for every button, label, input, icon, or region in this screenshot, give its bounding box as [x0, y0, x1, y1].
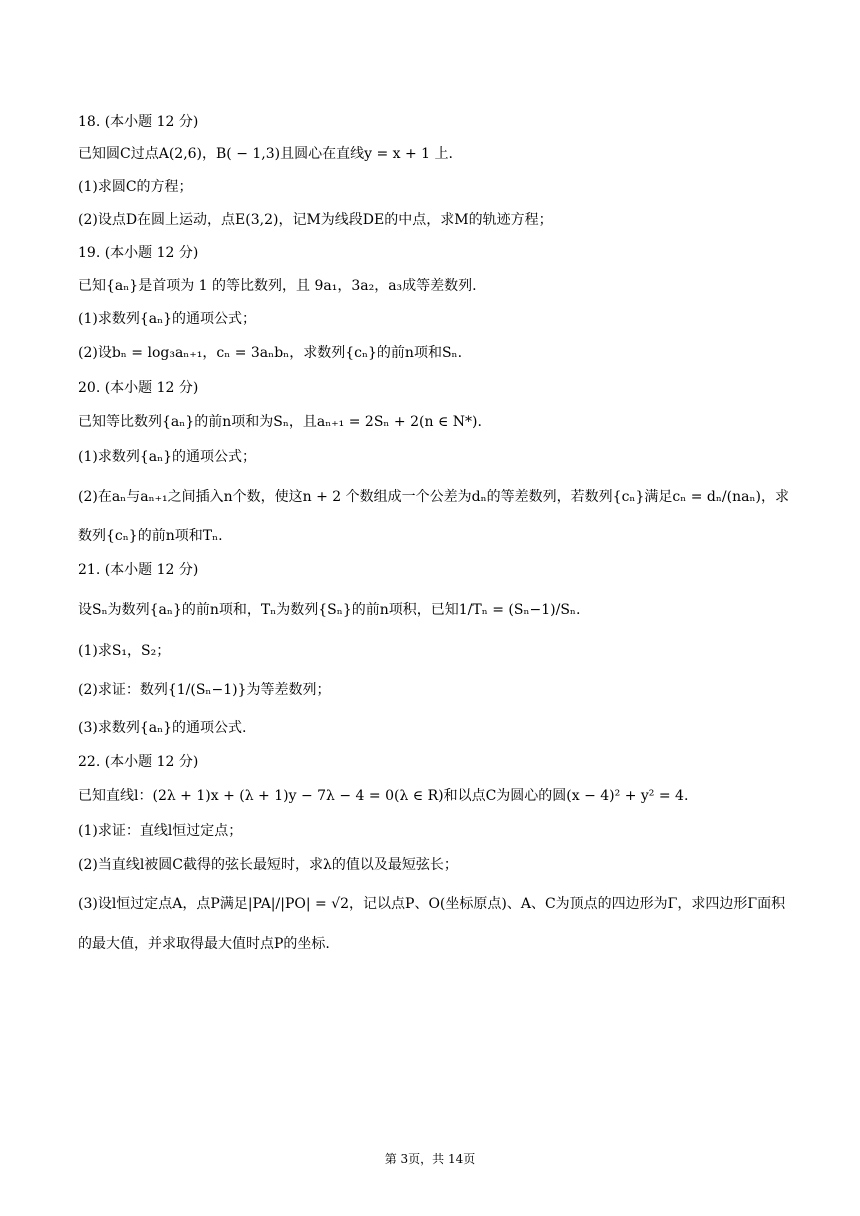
page-footer: 第 3页，共 14页	[384, 1152, 476, 1166]
question-22-stem: 已知直线l：(2λ + 1)x + (λ + 1)y − 7λ − 4 = 0(λ ∈ R)和以点C为圆心的圆(x − 4)² + y² = 4.	[78, 788, 689, 804]
question-21-heading: 21. (本小题 12 分)	[78, 562, 199, 578]
question-19-heading: 19. (本小题 12 分)	[78, 245, 199, 261]
question-22-part-3: (3)设l恒过定点A，点P满足|PA|/|PO| = √2，记以点P、O(坐标原点)、A、C为顶点的四边形为Γ，求四边形Γ面积	[78, 896, 786, 912]
question-22-part-2: (2)当直线l被圆C截得的弦长最短时，求λ的值以及最短弦长；	[78, 857, 458, 873]
question-22-heading: 22. (本小题 12 分)	[78, 754, 199, 770]
question-21-part-2: (2)求证：数列{1/(Sₙ−1)}为等差数列；	[78, 682, 331, 698]
question-19-part-2: (2)设bₙ = log₃aₙ₊₁，cₙ = 3aₙbₙ，求数列{cₙ}的前n项和Sₙ.	[78, 345, 463, 361]
question-18-part-1: (1)求圆C的方程；	[78, 179, 193, 195]
question-19-part-1: (1)求数列{aₙ}的通项公式；	[78, 311, 257, 327]
question-18-stem: 已知圆C过点A(2,6)，B( − 1,3)且圆心在直线y = x + 1 上.	[78, 146, 453, 162]
question-18-part-2: (2)设点D在圆上运动，点E(3,2)，记M为线段DE的中点，求M的轨迹方程；	[78, 212, 553, 228]
question-21-part-1: (1)求S₁，S₂；	[78, 643, 171, 659]
question-20-part-2: (2)在aₙ与aₙ₊₁之间插入n个数，使这n + 2 个数组成一个公差为dₙ的等差数列，若数列{cₙ}满足cₙ = dₙ/(naₙ)，求	[78, 489, 789, 505]
question-20-part-2-cont: 数列{cₙ}的前n项和Tₙ.	[78, 528, 223, 544]
question-21-part-3: (3)求数列{aₙ}的通项公式.	[78, 720, 247, 736]
question-20-part-1: (1)求数列{aₙ}的通项公式；	[78, 449, 257, 465]
question-20-heading: 20. (本小题 12 分)	[78, 380, 199, 396]
question-18-heading: 18. (本小题 12 分)	[78, 114, 199, 130]
question-21-stem: 设Sₙ为数列{aₙ}的前n项和，Tₙ为数列{Sₙ}的前n项积，已知1/Tₙ = (Sₙ−1)/Sₙ.	[78, 602, 581, 618]
question-20-stem: 已知等比数列{aₙ}的前n项和为Sₙ，且aₙ₊₁ = 2Sₙ + 2(n ∈ N*).	[78, 414, 482, 430]
question-22-part-1: (1)求证：直线l恒过定点；	[78, 823, 243, 839]
question-22-part-3-cont: 的最大值，并求取得最大值时点P的坐标.	[78, 936, 330, 952]
question-19-stem: 已知{aₙ}是首项为 1 的等比数列，且 9a₁，3a₂，a₃成等差数列.	[78, 278, 477, 294]
